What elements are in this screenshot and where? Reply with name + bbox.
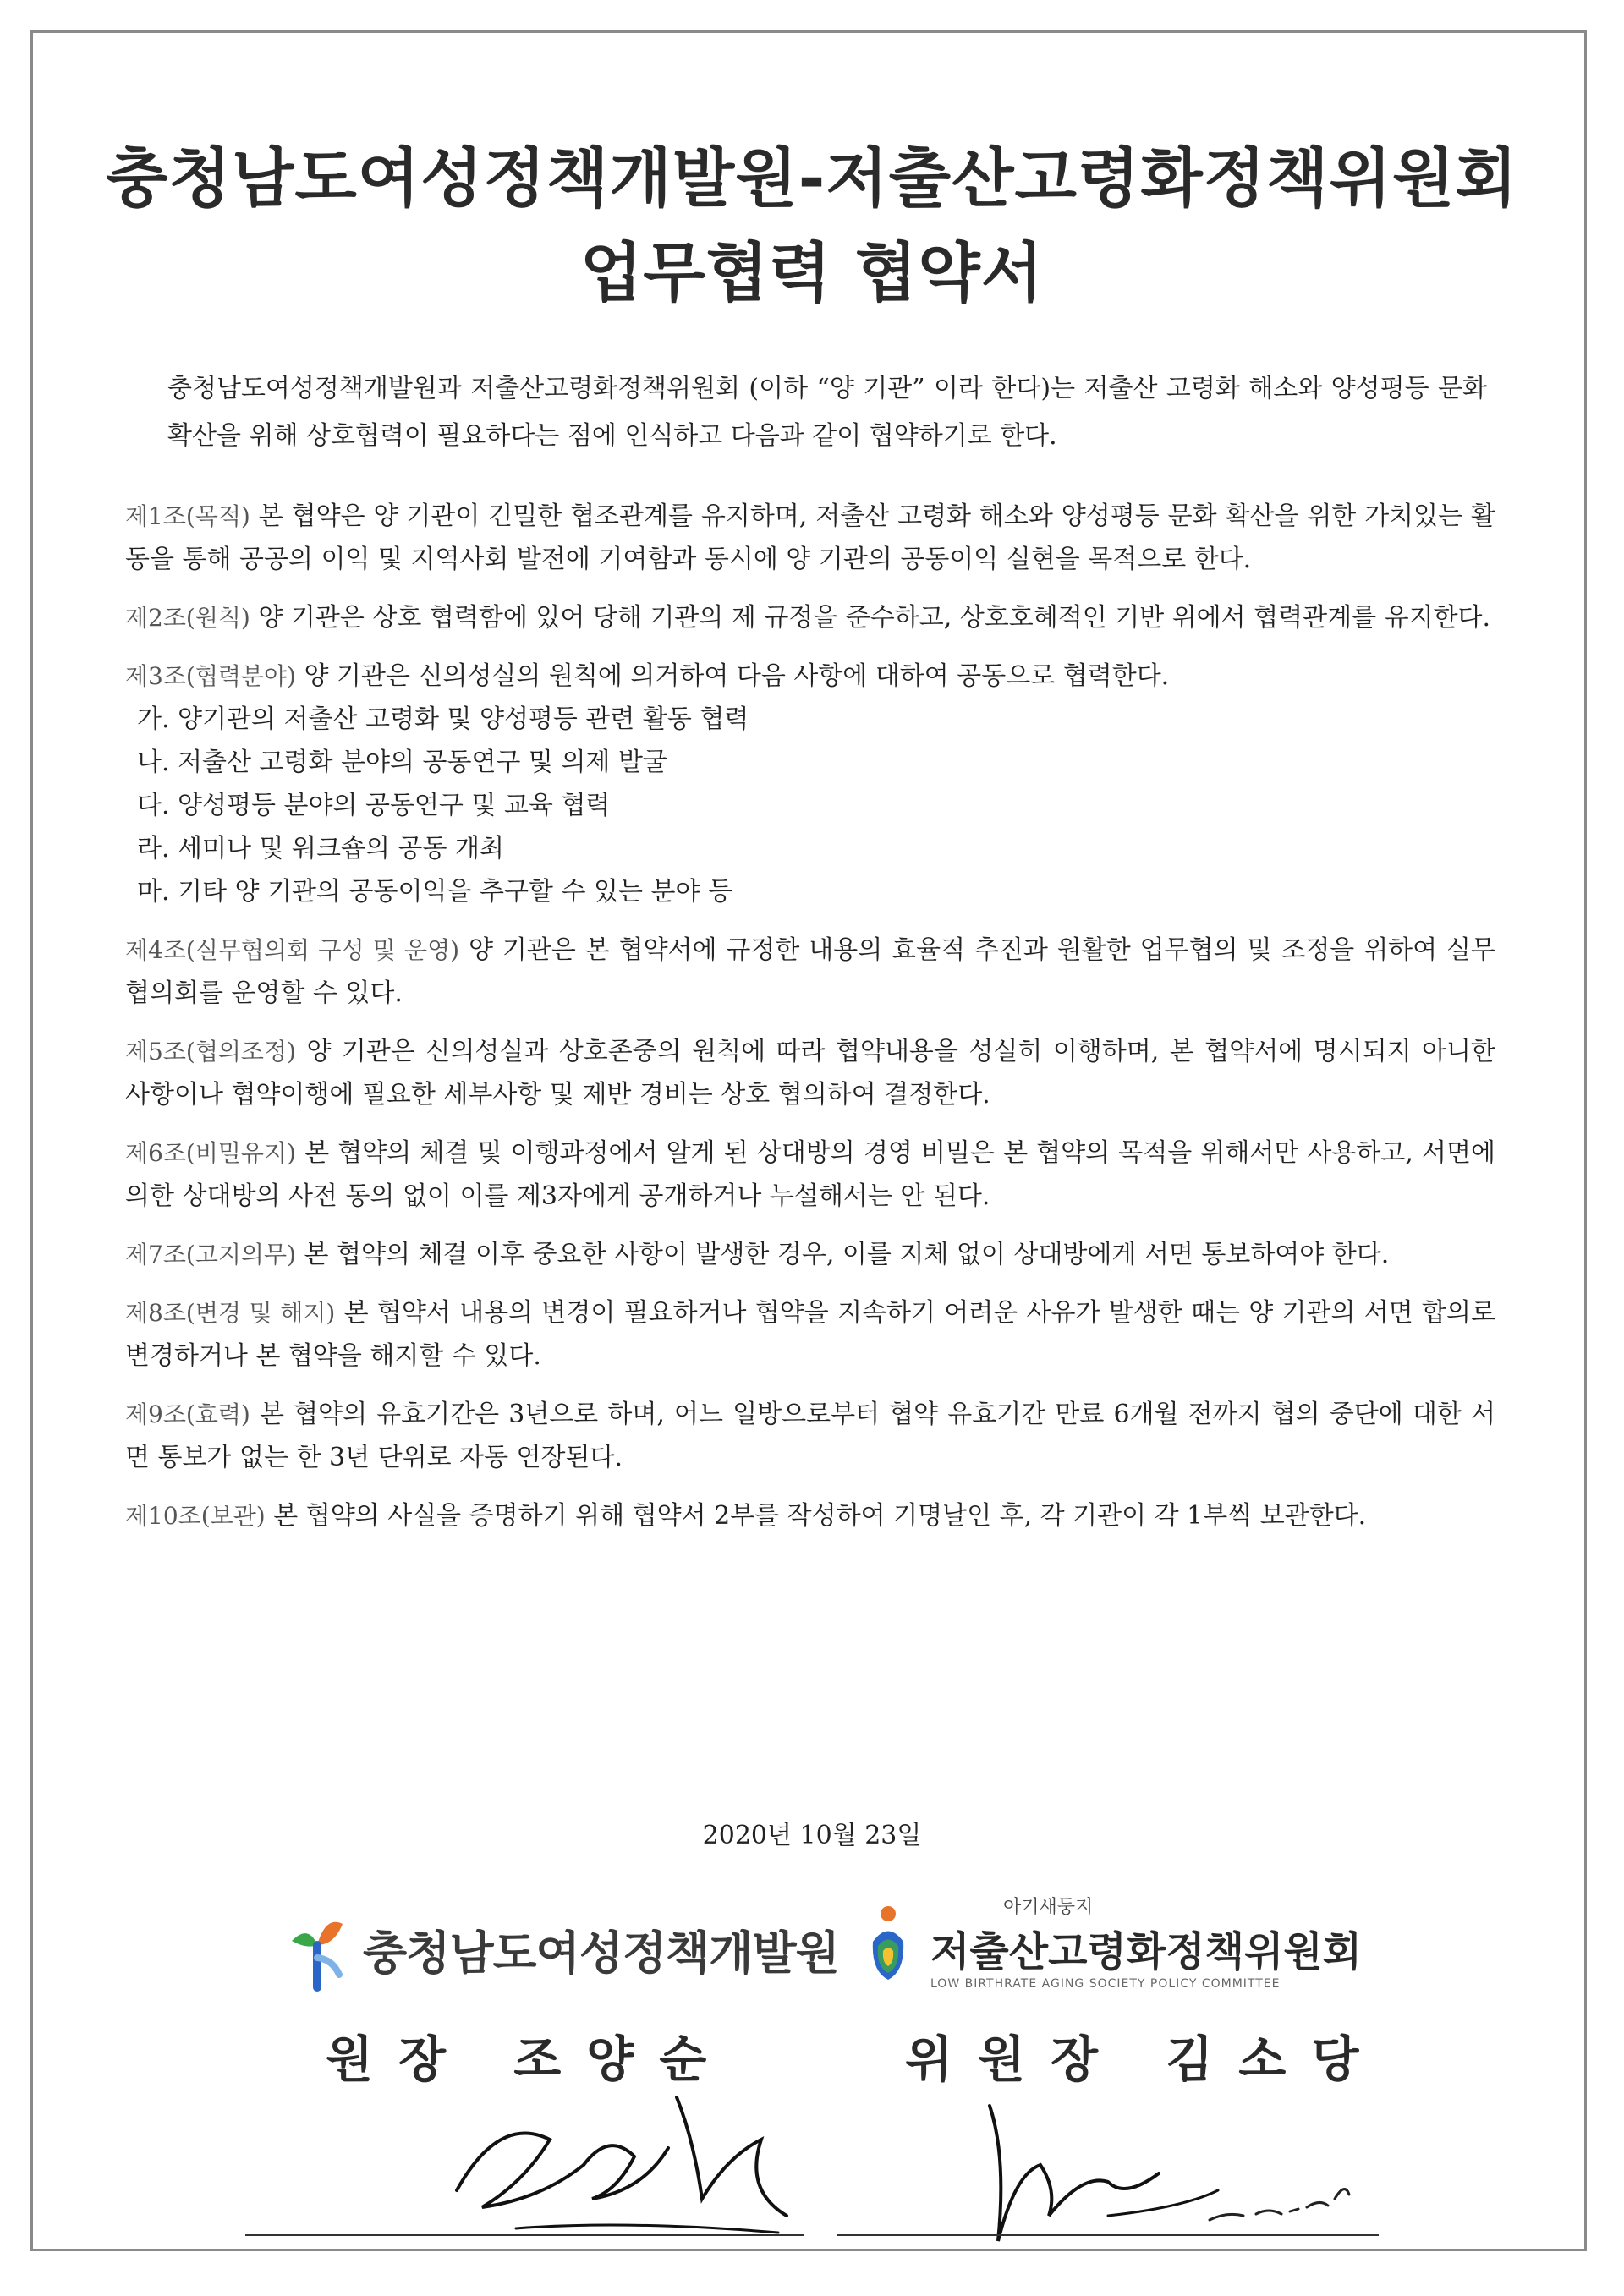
article-heading: 제5조(협의조정) [125, 1038, 296, 1066]
article-heading: 제3조(협력분야) [125, 662, 296, 690]
article-heading: 제6조(비밀유지) [125, 1139, 296, 1167]
article-5 [125, 1030, 1495, 1116]
article-7 [125, 1233, 1495, 1276]
nest-logo-icon [863, 1895, 922, 1988]
leaf-logo-icon [283, 1907, 351, 1992]
article-2 [125, 596, 1495, 639]
article-text: 본 협약의 사실을 증명하기 위해 협약서 2부를 작성하여 기명날인 후, 각 기관이 각 1부씩 보관한다. [265, 1501, 1367, 1531]
list-item: 다. 양성평등 분야의 공동연구 및 교육 협력 [137, 791, 611, 820]
list-item: 가. 양기관의 저출산 고령화 및 양성평등 관련 활동 협력 [137, 704, 749, 734]
article-heading: 제10조(보관) [125, 1502, 266, 1530]
article-8 [125, 1291, 1495, 1378]
cooperation-items [125, 698, 1495, 913]
article-6 [125, 1132, 1495, 1218]
right-signature-line [837, 2234, 1379, 2236]
document-title-line-1: 충청남도여성정책개발원-저출산고령화정책위원회 [106, 140, 1518, 216]
article-text: 본 협약의 체결 이후 중요한 사항이 발생한 경우, 이를 지체 없이 상대방에게 서면 통보하여야 한다. [295, 1240, 1390, 1269]
article-1 [125, 495, 1495, 581]
article-text: 양 기관은 상호 협력함에 있어 당해 기관의 제 규정을 준수하고, 상호호혜적인 기반 위에서 협력관계를 유지한다. [250, 603, 1491, 633]
right-signature-icon [964, 2072, 1370, 2266]
article-list [125, 495, 1495, 1553]
article-text: 양 기관은 신의성실과 상호존중의 원칙에 따라 협약내용을 성실히 이행하며, 본 협약서에 명시되지 아니한 사항이나 협약이행에 필요한 세부사항 및 제반 경비는 상호 협의하여 결정한다. [125, 1037, 1495, 1110]
article-heading: 제2조(원칙) [125, 604, 250, 632]
right-org-logo [863, 1893, 1362, 1991]
article-text: 본 협약의 유효기간은 3년으로 하며, 어느 일방으로부터 협약 유효기간 만료 6개월 전까지 협의 중단에 대한 서면 통보가 없는 한 3년 단위로 자동 연장된다. [125, 1400, 1495, 1472]
right-signer-title: 위원장 김소당 [905, 2030, 1385, 2088]
article-heading: 제9조(효력) [125, 1400, 250, 1428]
article-3 [125, 655, 1495, 913]
article-text: 양 기관은 신의성실의 원칙에 의거하여 다음 사항에 대하여 공동으로 협력한다. [295, 661, 1170, 691]
article-text: 양 기관은 본 협약서에 규정한 내용의 효율적 추진과 원활한 업무협의 및 조정을 위하여 실무협의회를 운영할 수 있다. [125, 935, 1495, 1008]
left-org-logo [283, 1903, 839, 1996]
article-text: 본 협약은 양 기관이 긴밀한 협조관계를 유지하며, 저출산 고령화 해소와 양성평등 문화 확산을 위한 가치있는 활동을 통해 공공의 이익 및 지역사회 발전에 기여함과 동시에 양 기관의 공동이익 실현을 목적으로 한다. [125, 501, 1495, 574]
article-9 [125, 1393, 1495, 1479]
agreement-date: 2020년 10월 23일 [702, 1821, 922, 1850]
list-item: 라. 세미나 및 워크숍의 공동 개최 [137, 834, 504, 863]
article-heading: 제1조(목적) [125, 502, 250, 530]
right-org-name: 저출산고령화정책위원회 [930, 1928, 1363, 1975]
left-signer-title: 원장 조양순 [326, 2030, 732, 2088]
article-heading: 제7조(고지의무) [125, 1241, 296, 1269]
article-heading: 제8조(변경 및 해지) [125, 1299, 336, 1327]
article-heading: 제4조(실무협의회 구성 및 운영) [125, 936, 460, 964]
left-signature-line [245, 2234, 804, 2236]
list-item: 마. 기타 양 기관의 공동이익을 추구할 수 있는 분야 등 [137, 877, 732, 907]
right-org-tagline: 아기새둥지 [1003, 1897, 1094, 1918]
document-title-line-2: 업무협력 협약서 [579, 235, 1045, 310]
article-10 [125, 1494, 1495, 1537]
article-text: 본 협약서 내용의 변경이 필요하거나 협약을 지속하기 어려운 사유가 발생한 때는 양 기관의 서면 합의로 변경하거나 본 협약을 해지할 수 있다. [125, 1298, 1495, 1371]
list-item: 나. 저출산 고령화 분야의 공동연구 및 의제 발굴 [137, 748, 667, 777]
intro-paragraph: 충청남도여성정책개발원과 저출산고령화정책위원회 (이하 “양 기관” 이라 한다)는 저출산 고령화 해소와 양성평등 문화 확산을 위해 상호협력이 필요하다는 점에 인식하고 다음과 같이 협약하기로 한다. [167, 374, 1487, 451]
article-text: 본 협약의 체결 및 이행과정에서 알게 된 상대방의 경영 비밀은 본 협약의 목적을 위해서만 사용하고, 서면에 의한 상대방의 사전 동의 없이 이를 제3자에게 공개하거나 누설해서는 안 된다. [125, 1138, 1495, 1211]
article-4 [125, 929, 1495, 1015]
left-org-name: 충청남도여성정책개발원 [363, 1926, 839, 1980]
left-signature-icon [423, 2063, 829, 2249]
right-org-english-name: LOW BIRTHRATE AGING SOCIETY POLICY COMMITTEE [930, 1977, 1281, 1991]
